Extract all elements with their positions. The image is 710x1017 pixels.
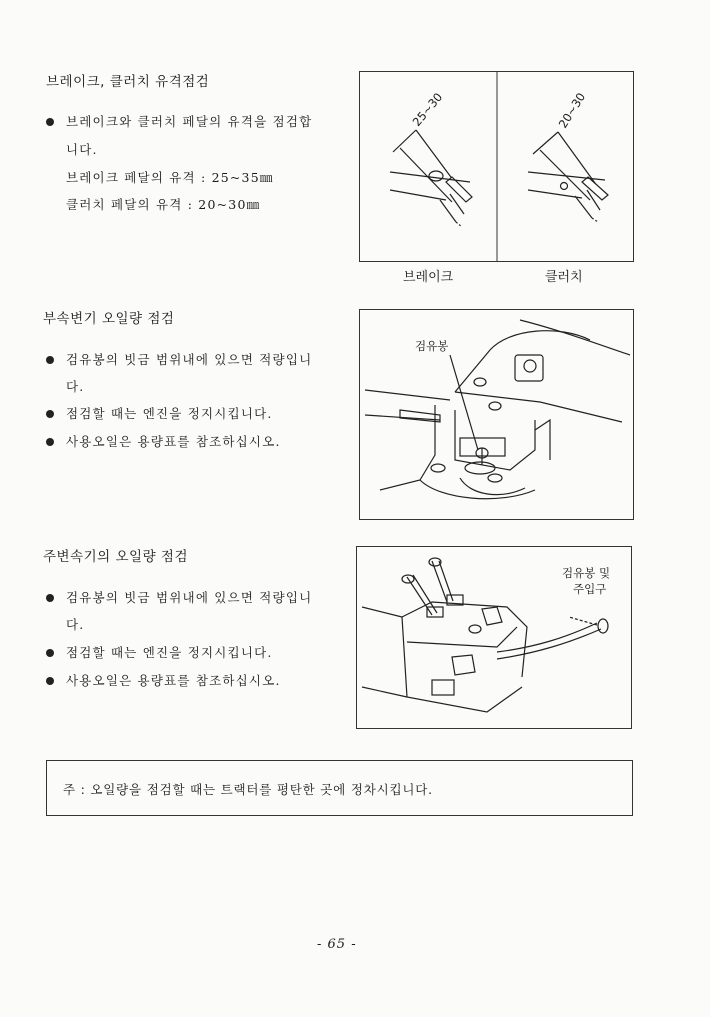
bullet-dot-icon: [46, 356, 54, 364]
caption-brake: 브레이크: [403, 270, 454, 285]
bullet-item: [46, 588, 312, 606]
bullet-item: [46, 112, 312, 130]
bullet-text: 점검할 때는 엔진을 정지시킵니다.: [66, 645, 273, 660]
bullet-text: 브레이크와 클러치 페달의 유격을 점검합: [66, 114, 313, 129]
clutch-play-spec: 클러치 페달의 유격 : 20~30㎜: [66, 197, 261, 212]
bullet-item: [46, 671, 281, 689]
brake-play-spec: 브레이크 페달의 유격 : 25~35㎜: [66, 170, 274, 185]
page-number: - 65 -: [317, 937, 357, 952]
dipstick-inlet-label-line2: 주입구: [573, 582, 607, 596]
dipstick-label: 검유봉: [415, 339, 449, 353]
bullet-dot-icon: [46, 594, 54, 602]
bullet-text: 사용오일은 용량표를 참조하십시오.: [66, 673, 281, 688]
clutch-pedal-drawing: [528, 132, 608, 222]
bullet-dot-icon: [46, 118, 54, 126]
pedal-play-figure: [359, 71, 634, 262]
bullet-continuation: 니다.: [66, 142, 98, 157]
bullet-text: 검유봉의 빗금 범위내에 있으면 적량입니: [66, 352, 313, 367]
dipstick-inlet-label-line1: 검유봉 및: [562, 566, 611, 580]
bullet-item: [46, 350, 312, 368]
brake-pedal-drawing: [390, 130, 472, 227]
note-box: [46, 760, 633, 816]
aux-transmission-figure: [359, 309, 634, 520]
bullet-continuation: 다.: [66, 379, 85, 394]
bullet-dot-icon: [46, 677, 54, 685]
note-text: 주 : 오일량을 점검할 때는 트랙터를 평탄한 곳에 정차시킵니다.: [63, 782, 433, 797]
bullet-dot-icon: [46, 649, 54, 657]
bullet-continuation: 다.: [66, 617, 85, 632]
bullet-text: 점검할 때는 엔진을 정지시킵니다.: [66, 406, 273, 421]
section-heading-main-transmission: 주변속기의 오일량 점검: [43, 549, 188, 565]
bullet-dot-icon: [46, 410, 54, 418]
pedal-diagram: [360, 72, 633, 261]
bullet-dot-icon: [46, 438, 54, 446]
bullet-item: [46, 643, 273, 661]
main-transmission-figure: [356, 546, 632, 729]
clutch-dimension-label: 20~30: [555, 90, 589, 131]
caption-clutch: 클러치: [545, 270, 583, 285]
bullet-item: [46, 404, 273, 422]
bullet-text: 검유봉의 빗금 범위내에 있으면 적량입니: [66, 590, 313, 605]
main-transmission-diagram: [357, 547, 631, 728]
section-heading-aux-transmission: 부속변기 오일량 점검: [43, 311, 175, 327]
section-heading-brake-clutch: 브레이크, 클러치 유격점검: [46, 74, 210, 90]
bullet-text: 사용오일은 용량표를 참조하십시오.: [66, 434, 281, 449]
bullet-item: [46, 432, 281, 450]
aux-transmission-diagram: [360, 310, 633, 519]
brake-dimension-label: 25~30: [409, 90, 446, 129]
